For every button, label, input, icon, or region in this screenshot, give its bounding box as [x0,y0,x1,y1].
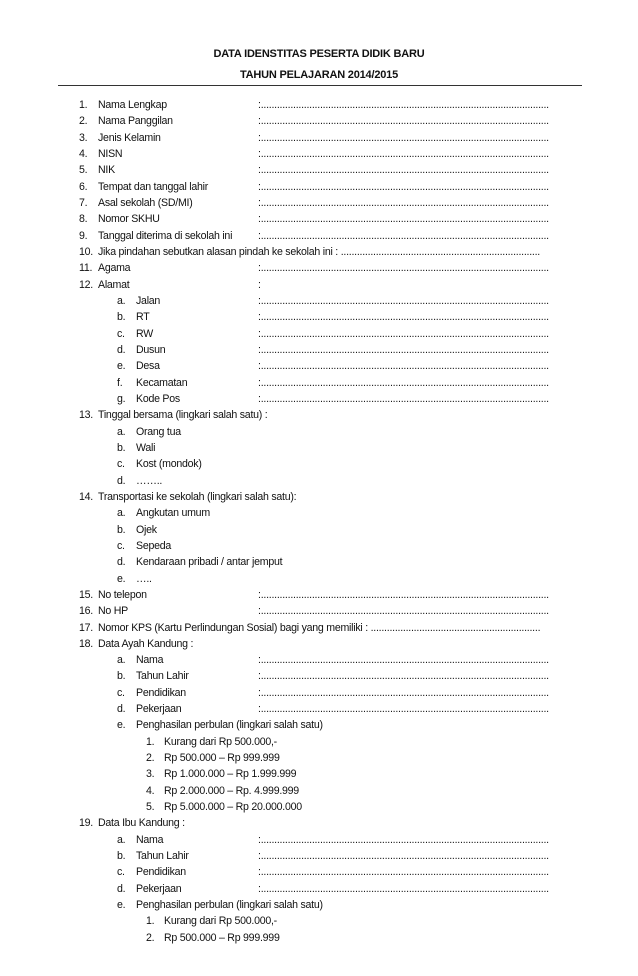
row-label: Kurang dari Rp 500.000,- [164,735,277,748]
row-number: d. [117,556,126,569]
fill-in-field[interactable]: :........................................................................................................... [258,99,549,111]
form-row [0,407,638,423]
row-number: 2. [79,115,88,128]
form-row [0,652,638,668]
form-row [0,130,638,146]
row-label-with-fill: Jika pindahan sebutkan alasan pindah ke sekolah ini : .......................................................................... [98,245,540,258]
row-number: 11. [79,262,93,275]
row-label: No telepon [98,588,147,601]
fill-in-field[interactable]: :........................................................................................................... [258,327,549,340]
row-label: Orang tua [136,425,181,438]
fill-in-field[interactable]: :........................................................................................................... [258,196,549,209]
row-label: Kurang dari Rp 500.000,- [164,915,277,928]
form-row [0,342,638,358]
form-row [0,734,638,750]
row-label: Pendidikan [136,866,186,879]
form-row [0,146,638,162]
row-label: Tinggal bersama (lingkari salah satu) : [98,409,268,422]
form-row [0,766,638,782]
form-row [0,260,638,276]
title-divider [58,85,582,86]
row-number: 2. [146,931,155,944]
form-row [0,489,638,505]
form-row [0,244,638,260]
row-number: d. [117,703,126,716]
row-number: 19. [79,817,93,830]
row-label: ….. [136,572,152,585]
row-number: 8. [79,213,88,226]
row-number: 15. [79,588,93,601]
row-number: c. [117,539,125,552]
row-label: Tanggal diterima di sekolah ini [98,229,233,242]
fill-in-field[interactable]: :........................................................................................................... [258,850,549,863]
row-label: Pekerjaan [136,882,182,895]
row-label: Alamat [98,278,130,291]
fill-in-field[interactable]: :........................................................................................................... [258,131,549,144]
row-label: RW [136,327,153,340]
row-label: No HP [98,605,128,618]
row-number: 3. [146,768,155,781]
row-label: Rp 2.000.000 – Rp. 4.999.999 [164,784,299,797]
form-row [0,864,638,880]
form-row [0,211,638,227]
row-number: e. [117,360,126,373]
row-number: e. [117,719,126,732]
row-number: b. [117,311,126,324]
form-row [0,473,638,489]
row-number: 5. [146,801,155,814]
fill-in-field[interactable]: :........................................................................................................... [258,343,549,356]
page-title: DATA IDENSTITAS PESERTA DIDIK BARU [213,48,425,60]
fill-in-field[interactable]: :........................................................................................................... [258,115,549,128]
fill-in-field[interactable]: :........................................................................................................... [258,213,549,226]
form-row [0,554,638,570]
form-row [0,636,638,652]
row-label: Nama [136,654,164,667]
fill-in-field[interactable]: :........................................................................................................... [258,164,549,177]
row-number: 3. [79,131,88,144]
form-row [0,685,638,701]
fill-in-field[interactable]: :........................................................................................................... [258,180,549,193]
row-number: a. [117,654,126,667]
row-label: …….. [136,474,163,487]
row-number: a. [117,425,126,438]
row-label: Angkutan umum [136,507,210,520]
form-row [0,571,638,587]
row-label: Rp 500.000 – Rp 999.999 [164,752,280,765]
row-label: Nama [136,833,164,846]
form-row [0,603,638,619]
row-label: Nama Lengkap [98,99,167,111]
form-row [0,717,638,733]
form-row [0,913,638,929]
row-label: Nama Panggilan [98,115,173,128]
fill-in-field[interactable]: :........................................................................................................... [258,229,549,242]
row-number: e. [117,899,126,912]
form-row [0,97,638,113]
form-fields-list [0,97,638,946]
row-label: Data Ayah Kandung : [98,637,194,650]
row-number: 4. [79,147,88,160]
form-row [0,179,638,195]
row-number: 14. [79,490,93,503]
row-label: Wali [136,441,156,454]
row-number: a. [117,833,126,846]
form-row [0,750,638,766]
fill-in-field[interactable]: :........................................................................................................... [258,360,549,373]
row-label: Rp 5.000.000 – Rp 20.000.000 [164,801,302,814]
form-row [0,162,638,178]
row-number: 4. [146,784,155,797]
row-label: Pendidikan [136,686,186,699]
row-number: b. [117,523,126,536]
form-row [0,309,638,325]
form-row [0,113,638,129]
form-row [0,358,638,374]
row-label: Kost (mondok) [136,458,202,471]
row-number: 7. [79,196,88,209]
row-label: NIK [98,164,115,177]
row-number: 18. [79,637,93,650]
row-number: b. [117,441,126,454]
row-label: RT [136,311,150,324]
row-label: Rp 500.000 – Rp 999.999 [164,931,280,944]
fill-in-field[interactable]: :........................................................................................................... [258,147,549,160]
row-label: Transportasi ke sekolah (lingkari salah satu): [98,490,297,503]
form-row [0,522,638,538]
form-row [0,456,638,472]
fill-in-field[interactable]: :........................................................................................................... [258,686,549,699]
row-number: 17. [79,621,93,634]
row-label: NISN [98,147,123,160]
form-row [0,701,638,717]
row-label: Tahun Lahir [136,850,189,863]
fill-in-field[interactable]: :........................................................................................................... [258,703,549,716]
form-row [0,897,638,913]
form-row [0,326,638,342]
row-label: Ojek [136,523,157,536]
row-number: c. [117,686,125,699]
row-number: 1. [146,735,155,748]
row-label: Asal sekolah (SD/MI) [98,196,193,209]
form-row [0,620,638,636]
row-number: 2. [146,752,155,765]
fill-in-field[interactable]: :........................................................................................................... [258,262,549,275]
fill-in-field[interactable]: :........................................................................................................... [258,866,549,879]
form-row [0,228,638,244]
form-row [0,587,638,603]
row-number: e. [117,572,126,585]
page-subtitle: TAHUN PELAJARAN 2014/2015 [239,69,399,81]
row-number: b. [117,670,126,683]
row-label: Penghasilan perbulan (lingkari salah satu) [136,719,323,732]
fill-in-field[interactable]: :........................................................................................................... [258,392,549,405]
row-number: 16. [79,605,93,618]
form-row [0,799,638,815]
row-number: 1. [146,915,155,928]
row-number: 10. [79,245,93,258]
row-number: 5. [79,164,88,177]
form-row [0,881,638,897]
row-number: c. [117,866,125,879]
row-number: 12. [79,278,93,291]
fill-in-field[interactable]: :........................................................................................................... [258,588,549,601]
form-row [0,815,638,831]
row-label: Penghasilan perbulan (lingkari salah satu) [136,899,323,912]
row-number: c. [117,458,125,471]
row-number: 6. [79,180,88,193]
row-number: f. [117,376,123,389]
row-label: Dusun [136,343,166,356]
row-number: 9. [79,229,88,242]
row-number: a. [117,294,126,307]
form-row [0,538,638,554]
row-number: d. [117,343,126,356]
row-number: d. [117,882,126,895]
form-row [0,293,638,309]
form-row [0,930,638,946]
fill-in-field[interactable]: :........................................................................................................... [258,376,549,389]
row-label: Jenis Kelamin [98,131,161,144]
row-label: Kendaraan pribadi / antar jemput [136,556,283,569]
row-label: Data Ibu Kandung : [98,817,185,830]
row-label: Kode Pos [136,392,180,405]
row-number: b. [117,850,126,863]
fill-in-field[interactable]: :........................................................................................................... [258,670,549,683]
row-number: d. [117,474,126,487]
fill-in-field[interactable]: :........................................................................................................... [258,833,549,846]
form-row [0,668,638,684]
form-row [0,375,638,391]
row-label: Rp 1.000.000 – Rp 1.999.999 [164,768,297,781]
fill-in-field[interactable]: :........................................................................................................... [258,654,549,667]
row-number: c. [117,327,125,340]
row-number: g. [117,392,126,405]
row-label: Tahun Lahir [136,670,189,683]
row-label: Kecamatan [136,376,188,389]
form-row [0,783,638,799]
row-label: Tempat dan tanggal lahir [98,180,209,193]
form-row [0,505,638,521]
form-row [0,424,638,440]
fill-in-field[interactable]: :........................................................................................................... [258,311,549,324]
row-label: Agama [98,262,131,275]
row-label: Nomor SKHU [98,213,160,226]
form-row [0,195,638,211]
form-row [0,277,638,293]
field-colon: : [258,278,261,291]
fill-in-field[interactable]: :........................................................................................................... [258,294,549,307]
row-number: a. [117,507,126,520]
form-row [0,848,638,864]
row-label: Desa [136,360,160,373]
form-row [0,391,638,407]
form-row [0,832,638,848]
row-number: 13. [79,409,93,422]
row-label: Sepeda [136,539,172,552]
fill-in-field[interactable]: :........................................................................................................... [258,605,549,618]
fill-in-field[interactable]: :........................................................................................................... [258,882,549,895]
row-number: 1. [79,99,88,111]
form-row [0,440,638,456]
row-label: Jalan [136,294,161,307]
row-label: Pekerjaan [136,703,182,716]
row-label-with-fill: Nomor KPS (Kartu Perlindungan Sosial) bagi yang memiliki : ............................................................... [98,621,541,634]
